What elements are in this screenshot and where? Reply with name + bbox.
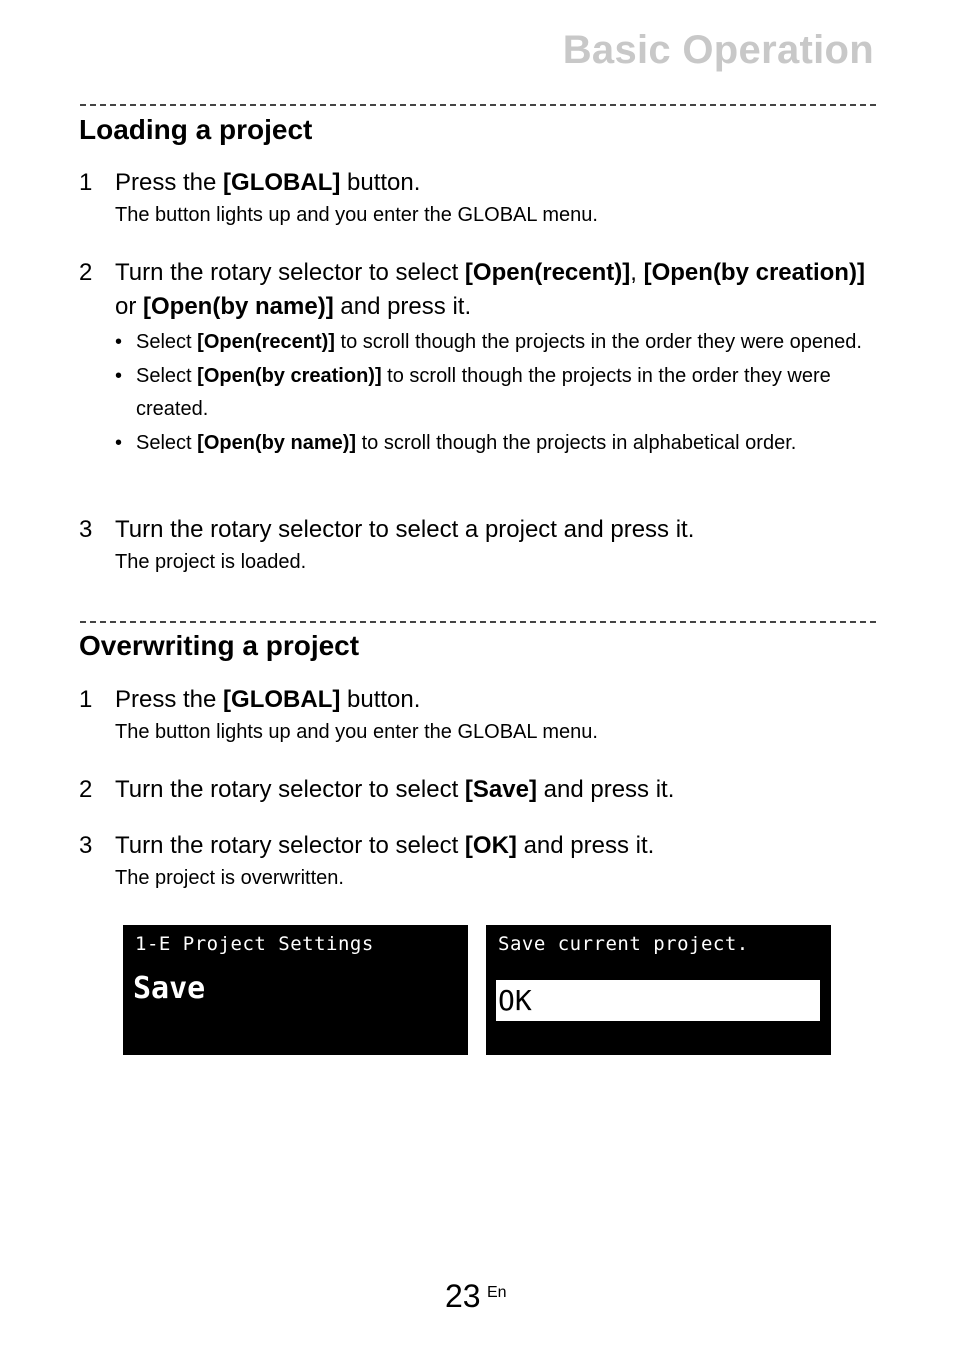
step-instruction: Turn the rotary selector to select a project and press it. [115,516,695,543]
menu-item-name: [Open(by creation)] [643,259,865,286]
device-screen-save [123,925,468,1055]
bullet-icon: • [115,331,123,353]
section-divider [80,104,876,106]
step-note: The button lights up and you enter the GLOBAL menu. [115,721,598,743]
text: to scroll though the projects in the order they were opened. [334,331,862,353]
menu-item-name: [OK] [464,832,517,859]
bullet-item [115,360,879,427]
section-title-loading: Loading a project [79,114,313,145]
step-number: 1 [79,169,93,196]
step-number: 3 [79,516,93,543]
screen-selected-option: OK [496,980,820,1021]
bullet-icon: • [115,431,123,454]
text: Turn the rotary selector to select [115,832,465,859]
menu-item-name: [Open(recent)] [464,259,631,286]
step-note: The project is overwritten. [115,867,344,889]
section-divider [80,621,876,623]
step-number: 2 [79,259,93,286]
bullet-item [115,326,879,360]
text: and press it. [516,832,655,859]
step-number: 1 [79,686,93,713]
menu-item-name: [Open(recent)] [197,331,335,353]
text: and press it. [536,776,675,803]
text: Select [136,331,198,353]
text: to scroll though the projects in alphabetical order. [356,431,797,454]
step-note: The button lights up and you enter the GLOBAL menu. [115,204,598,226]
text: button. [340,686,421,713]
screen-header-text: 1-E Project Settings [135,933,374,955]
loading-step-3 [79,513,879,577]
text: Turn the rotary selector to select [115,776,465,803]
bullet-icon: • [115,364,123,387]
text: or [115,293,144,320]
menu-item-name: [Open(by creation)] [197,364,382,387]
menu-item-name: [Open(by name)] [197,431,357,454]
overwriting-step-1 [79,683,879,747]
bullet-list [115,326,879,460]
overwriting-step-3 [79,829,879,893]
page-number: 23 [445,1278,481,1314]
step-number: 3 [79,832,93,859]
button-name: [GLOBAL] [223,686,341,713]
screen-header-text: Save current project. [498,933,749,955]
loading-step-2 [79,256,879,460]
text: button. [340,169,421,196]
text: , [630,259,644,286]
text: to scroll though the projects in the order they were created. [136,364,831,420]
page-language: En [487,1284,507,1301]
text: Turn the rotary selector to select [115,259,465,286]
loading-step-1 [79,166,879,230]
text: Select [136,364,198,387]
step-instruction [115,256,879,324]
text: Select [136,431,198,454]
button-name: [GLOBAL] [223,169,341,196]
menu-item-name: [Open(by name)] [143,293,334,320]
step-instruction [115,683,879,717]
bullet-item [115,427,879,461]
step-number: 2 [79,776,93,803]
page-header-title: Basic Operation [562,28,874,72]
step-instruction [115,773,879,807]
step-instruction [115,829,879,863]
text: Press the [115,686,224,713]
screen-value-text: Save [133,971,206,1006]
menu-item-name: [Save] [464,776,537,803]
step-instruction [115,166,879,200]
step-note: The project is loaded. [115,551,307,573]
section-title-overwriting: Overwriting a project [79,630,360,661]
device-screen-confirm [486,925,831,1055]
text: Press the [115,169,224,196]
overwriting-step-2 [79,773,879,807]
text: and press it. [333,293,472,320]
